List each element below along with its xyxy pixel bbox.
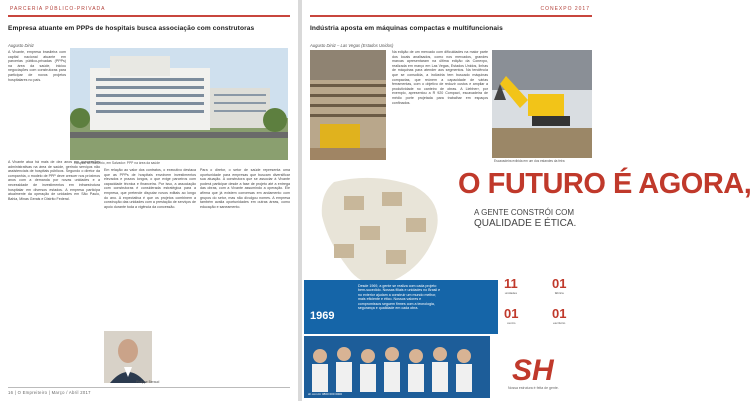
- portrait-caption: Philippe Beraud: [136, 380, 160, 384]
- article-column-1: [8, 160, 100, 380]
- stat-number: 11: [504, 276, 518, 291]
- ad-subheadline-emphasis: QUALIDADE E ÉTICA.: [474, 218, 577, 229]
- excavator-photo: [492, 50, 592, 158]
- page-footer: 16 | O Empreiteiro | Março / Abril 2017: [8, 390, 91, 395]
- ad-info-panel: [304, 280, 498, 334]
- paragraph: Para o diretor, o setor de saúde representa uma oportunidade para empresas que buscam diversificar sua atuação. A construtora que se associar à Vivante poderá participar desde a fase de projeto até a entrega das obras, com a Vivante assumindo a operação. Ele afirma que já existem conversas em andamento com grupos do setor, mas não divulgou nomes. A empresa também avalia oportunidades em outras áreas, como educação e saneamento.: [200, 168, 290, 209]
- sh-logo: SH: [512, 354, 554, 387]
- stat-number: 01: [552, 276, 567, 291]
- construction-site-photo: [310, 50, 386, 160]
- stat-label: escritório: [553, 321, 566, 325]
- photo-caption: Hospital do Subúrbio, em Salvador: PPP na área da saúde: [74, 161, 160, 165]
- stat-center: [504, 306, 518, 325]
- article-byline: Augusto Diniz: [8, 43, 34, 48]
- ad-tagline: Nossa estrutura é feita de gente.: [508, 386, 559, 390]
- stat-number: 01: [504, 306, 519, 321]
- ad-info-text: Desde 1969, a gente se realiza com cada projeto bem-sucedido. Nossas filiais e unidades no Brasil e no exterior ajudam a construir um mundo melhor, mais eficiente e ético. Nossos valores e compromissos seguem firmes com a tecnologia, segurança e qualidade em cada obra.: [358, 284, 441, 311]
- paragraph: Em relação ao valor dos contratos, o executivo destaca que as PPPs de hospitais envolvem investimentos elevados e prazos longos, o que exige parceiros com capacidade técnica e financeira. Por isso, a associação com construtoras é considerada estratégica para a empresa, que pretende disputar novos editais ao longo do ano. A expectativa é que os projetos combinem a construção das unidades com a prestação de serviços de apoio durante toda a vigência da concessão.: [104, 168, 196, 209]
- advertisement: [302, 168, 751, 401]
- paragraph: A Vivante atua há mais de dez anos em concessões administrativas na área de saúde, gerindo serviços não assistenciais de hospitais públicos. Segundo o diretor da companhia, o modelo de PPP deve crescer nos próximos anos com a demanda por novas unidades e a necessidade de investimentos em infraestrutura hospitalar em diversos estados. A empresa participa atualmente da operação de unidades em São Paulo, Bahia, Minas Gerais e Distrito Federal.: [8, 160, 100, 201]
- stat-factory: [552, 276, 566, 295]
- team-photo: [304, 336, 490, 398]
- paragraph: Na edição de um mercado com dificuldades na maior parte dos locais analisados, como nos mercados, grandes marcas apresentaram na última edição da Conexpo, realizada em março em Las Vegas, Estados Unidos, linhas de máquinas para atender aos segmentos. Na tendência que se consolida, a indústria tem buscado máquinas compactas, que reúnem a capacidade de várias ferramentas, com o objetivo de reduzir custos e ampliar a produtividade no canteiro de obras. A Liebherr, por exemplo, apresentou a R 920 Compact, escavadeira de médio porte projetada para trabalhar em espaços confinados.: [392, 50, 488, 105]
- stat-office: [552, 306, 566, 325]
- header-rule: [8, 15, 290, 17]
- article-column-intro: [8, 50, 66, 156]
- ad-contact: sh.com.br 0800 000 0000: [308, 392, 343, 396]
- stat-label: centro: [507, 321, 516, 325]
- article-byline: Augusto Diniz – Las Vegas (Estados Unidos): [310, 43, 394, 48]
- ad-stats: [500, 272, 596, 334]
- ad-subheadline: A GENTE CONSTRÓI COM: [474, 208, 575, 217]
- stat-units: [504, 276, 518, 295]
- stat-label: unidades: [504, 291, 517, 295]
- article-headline: Empresa atuante em PPPs de hospitais busca associação com construtoras: [8, 25, 255, 32]
- footer-rule: [8, 387, 290, 388]
- left-page: [0, 0, 298, 401]
- stat-label: fábrica: [554, 291, 564, 295]
- article-column-2: [104, 168, 196, 328]
- running-head: CONEXPO 2017: [540, 6, 590, 12]
- right-page: [302, 0, 751, 401]
- article-headline: Indústria aposta em máquinas compactas e multifuncionais: [310, 25, 503, 32]
- article-column-3: [200, 168, 290, 380]
- running-head: PARCERIA PÚBLICO-PRIVADA: [10, 6, 106, 12]
- header-rule: [310, 15, 592, 17]
- founding-year: 1969: [310, 310, 335, 322]
- intro-paragraph: A Vivante, empresa brasileira com capital nacional atuante em parcerias público-privadas (PPPs) na área da saúde, iniciou negociações com construtoras para participar de novos projetos hospitalares no país.: [8, 50, 66, 82]
- article-column-1: [392, 50, 488, 158]
- hospital-building-photo: [70, 48, 288, 160]
- portrait-photo: [104, 331, 152, 383]
- photo-caption: Escavadeira exibida em um dos estandes da feira: [494, 159, 565, 163]
- ad-headline: O FUTURO É AGORA,: [458, 168, 751, 200]
- brazil-map-graphic: [304, 172, 454, 292]
- stat-number: 01: [552, 306, 567, 321]
